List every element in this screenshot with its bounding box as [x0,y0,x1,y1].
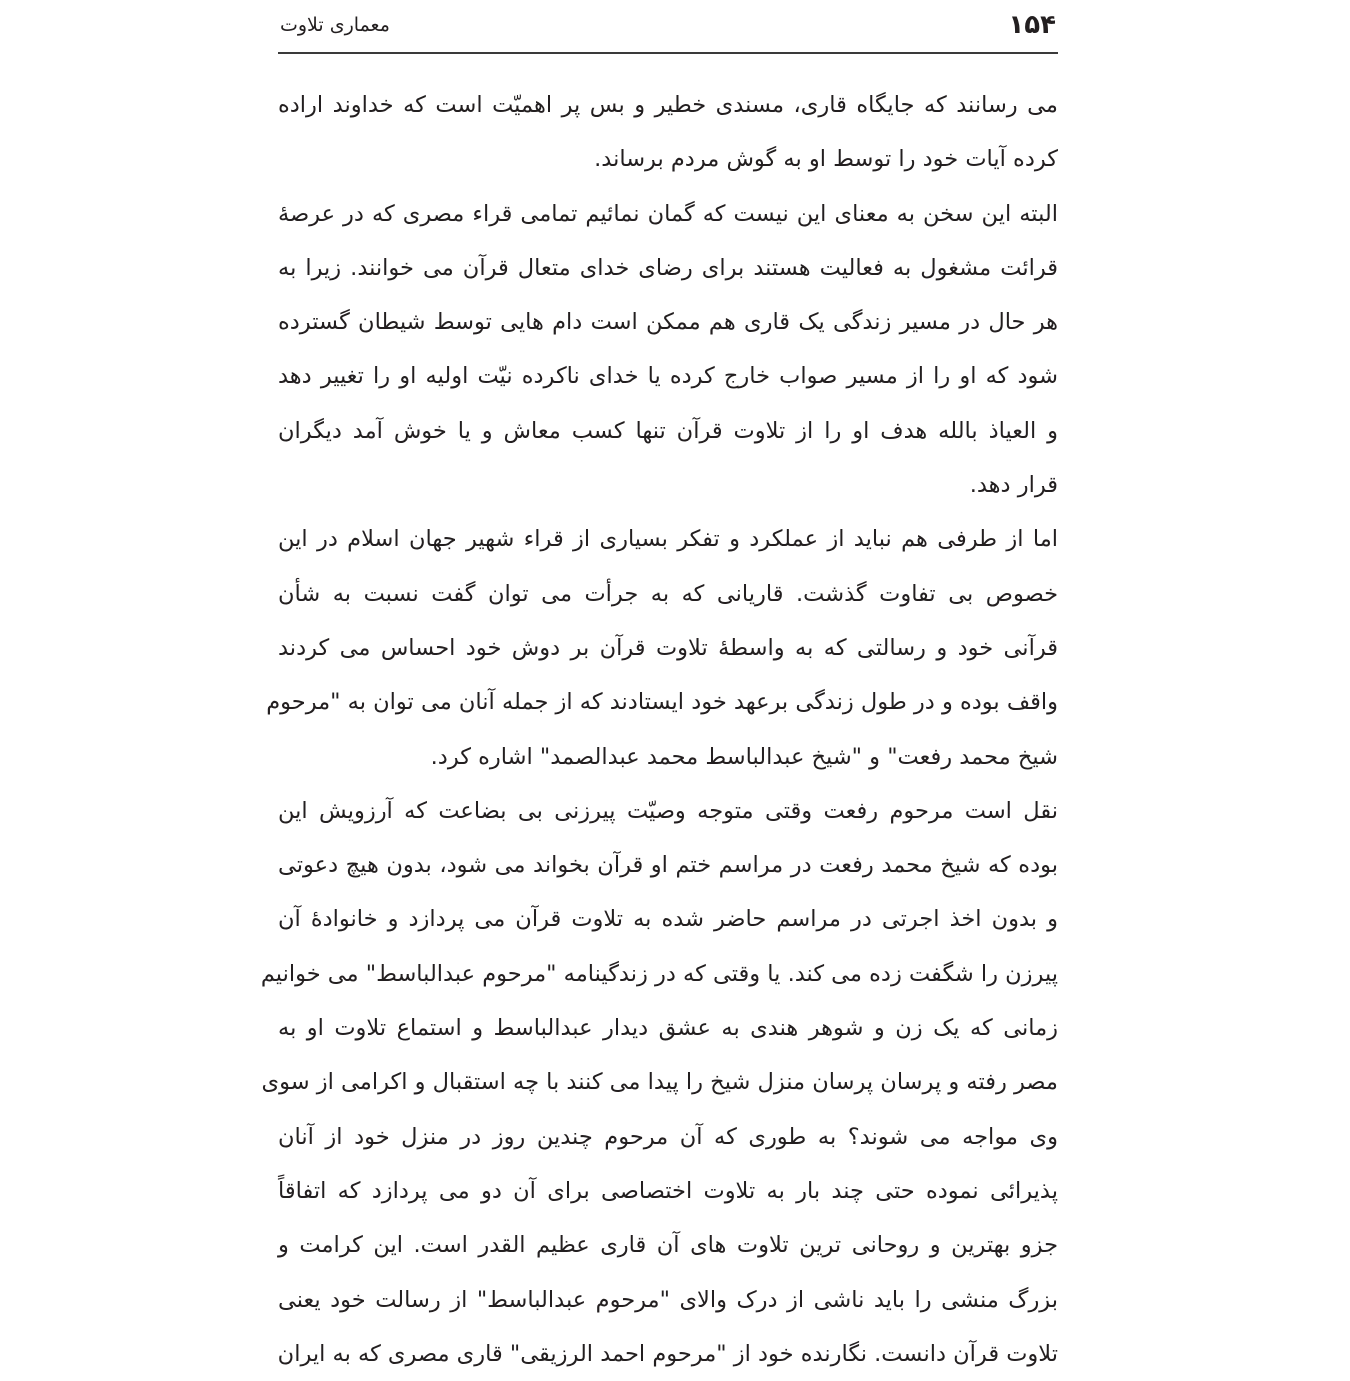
running-title: معماری تلاوت [280,14,390,36]
text-line: وی مواجه می شوند؟ به طوری که آن مرحوم چندین روز در منزل خود از آنان [278,1123,1058,1150]
text-line: شیخ محمد رفعت" و "شیخ عبدالباسط محمد عبدالصمد" اشاره کرد. [430,743,1058,770]
text-line: نقل است مرحوم رفعت وقتی متوجه وصیّت پیرزنی بی بضاعت که آرزویش این [278,797,1058,824]
text-line: قرائت مشغول به فعالیت هستند برای رضای خدای متعال قرآن می خوانند. زیرا به [278,254,1058,281]
text-line: بزرگ منشی را باید ناشی از درک والای "مرحوم عبدالباسط" از رسالت خود یعنی [278,1286,1058,1313]
paragraph [260,784,1058,1381]
paragraph [278,78,1058,187]
text-line: پیرزن را شگفت زده می کند. یا وقتی که در زندگینامه "مرحوم عبدالباسط" می خوانیم [260,960,1058,987]
text-line: البته این سخن به معنای این نیست که گمان نمائیم تمامی قراء مصری که در عرصهٔ [278,200,1058,227]
text-line: تلاوت قرآن دانست. نگارنده خود از "مرحوم احمد الرزیقی" قاری مصری که به ایران [277,1340,1058,1367]
text-line: پذیرائی نموده حتی چند بار به تلاوت اختصاصی برای آن دو می پردازد که اتفاقاً [278,1177,1058,1204]
text-line: اما از طرفی هم نباید از عملکرد و تفکر بسیاری از قراء شهیر جهان اسلام در این [278,526,1058,553]
page-number: ۱۵۴ [1008,10,1056,40]
text-line: و بدون اخذ اجرتی در مراسم حاضر شده به تلاوت قرآن می پردازد و خانوادهٔ آن [278,906,1058,933]
text-line: خصوص بی تفاوت گذشت. قاریانی که به جرأت می توان گفت نسبت به شأن [278,580,1058,607]
body-text [260,78,1058,1381]
text-line: و العیاذ بالله هدف او را از تلاوت قرآن تنها کسب معاش و یا خوش آمد دیگران [278,417,1058,444]
text-line: واقف بوده و در طول زندگی برعهد خود ایستادند که از جمله آنان می توان به "مرحوم [266,689,1058,716]
text-line: زمانی که یک زن و شوهر هندی به عشق دیدار عبدالباسط و استماع تلاوت او به [278,1015,1058,1042]
text-line: کرده آیات خود را توسط او به گوش مردم برساند. [594,146,1058,173]
paragraph [278,187,1058,513]
book-page [260,0,1058,1381]
text-line: مصر رفته و پرسان پرسان منزل شیخ را پیدا می کنند با چه استقبال و اکرامی از سوی [261,1069,1058,1096]
paragraph [266,512,1058,783]
text-line: قرآنی خود و رسالتی که به واسطهٔ تلاوت قرآن بر دوش خود احساس می کردند [278,634,1058,661]
text-line: جزو بهترین و روحانی ترین تلاوت های آن قاری عظیم القدر است. این کرامت و [278,1232,1058,1259]
text-line: هر حال در مسیر زندگی یک قاری هم ممکن است دام هایی توسط شیطان گسترده [278,309,1058,336]
text-line: شود که او را از مسیر صواب خارج کرده یا خدای ناکرده نیّت اولیه او را تغییر دهد [278,363,1058,390]
text-line: بوده که شیخ محمد رفعت در مراسم ختم او قرآن بخواند می شود، بدون هیچ دعوتی [278,852,1058,879]
text-line: می رسانند که جایگاه قاری، مسندی خطیر و بس پر اهمیّت است که خداوند اراده [278,92,1058,118]
page-header [278,0,1058,54]
text-line: قرار دهد. [969,472,1058,499]
